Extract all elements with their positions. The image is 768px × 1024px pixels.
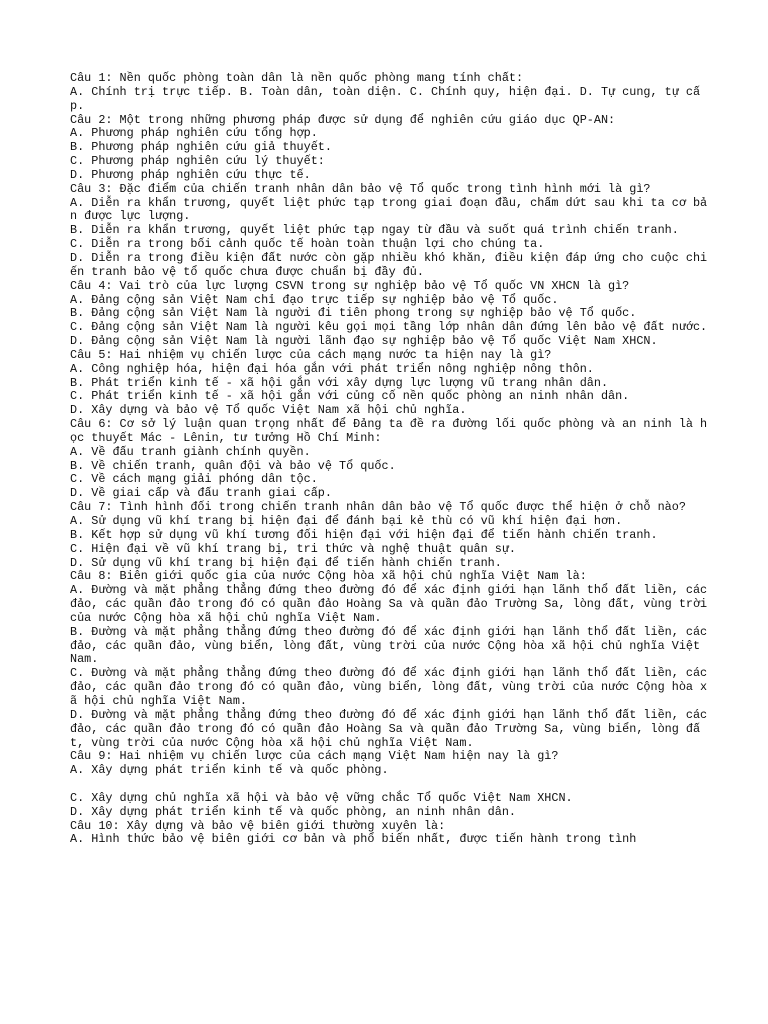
text-line: B. Phát triển kinh tế - xã hội gắn với xây dựng lực lượng vũ trang nhân dân.: [70, 375, 609, 390]
text-line: C. Về cách mạng giải phóng dân tộc.: [70, 472, 318, 487]
text-line: B. Phương pháp nghiên cứu giả thuyết.: [70, 140, 332, 155]
text-line: Câu 6: Cơ sở lý luận quan trọng nhất để Đảng ta đề ra đường lối quốc phòng và an ninh là học thuyết Mác - Lênin, tư tưởng Hồ Chí Minh:: [70, 417, 708, 445]
text-line: C. Diễn ra trong bối cảnh quốc tế hoàn toàn thuận lợi cho chúng ta.: [70, 237, 545, 252]
text-line: Câu 1: Nền quốc phòng toàn dân là nền quốc phòng mang tính chất:: [70, 71, 524, 85]
text-line: A. Diễn ra khẩn trương, quyết liệt phức tạp trong giai đoạn đầu, chấm dứt sau khi ta cơ bản được lực lượng.: [70, 195, 708, 224]
text-line: Câu 4: Vai trò của lực lượng CSVN trong sự nghiệp bảo vệ Tổ quốc VN XHCN là gì?: [70, 278, 630, 293]
text-line: B. Diễn ra khẩn trương, quyết liệt phức tạp ngay từ đầu và suốt quá trình chiến tranh.: [70, 223, 679, 238]
text-line: C. Phương pháp nghiên cứu lý thuyết:: [70, 154, 325, 169]
text-line: D. Sử dụng vũ khí trang bị hiện đại để tiến hành chiến tranh.: [70, 555, 502, 570]
text-line: Câu 8: Biên giới quốc gia của nước Cộng hòa xã hội chủ nghĩa Việt Nam là:: [70, 569, 587, 584]
text-line: [70, 778, 710, 792]
text-line: D. Phương pháp nghiên cứu thực tế.: [70, 167, 311, 182]
text-line: A. Về đấu tranh giành chính quyền.: [70, 444, 311, 459]
text-line: A. Phương pháp nghiên cứu tổng hợp.: [70, 126, 318, 141]
text-line: B. Đường và mặt phẳng thẳng đứng theo đường đó để xác định giới hạn lãnh thổ đất liền, các đảo, các quần đảo, vùng biển, lòng đất, vùng trời của nước Cộng hòa xã hội chủ nghĩa Việt Nam.: [70, 624, 715, 667]
text-line: Câu 10: Xây dựng và bảo vệ biên giới thường xuyên là:: [70, 818, 446, 833]
text-line: A. Đảng cộng sản Việt Nam chỉ đạo trực tiếp sự nghiệp bảo vệ Tổ quốc.: [70, 292, 559, 307]
text-line: B. Về chiến tranh, quân đội và bảo vệ Tổ quốc.: [70, 458, 396, 473]
text-line: A. Xây dựng phát triển kinh tế và quốc phòng.: [70, 763, 389, 778]
text-line: B. Kết hợp sử dụng vũ khí tương đối hiện đại với hiện đại để tiến hành chiến tranh.: [70, 527, 658, 542]
text-line: Câu 9: Hai nhiệm vụ chiến lược của cách mạng Việt Nam hiện nay là gì?: [70, 749, 559, 764]
text-line: D. Đường và mặt phẳng thẳng đứng theo đường đó để xác định giới hạn lãnh thổ đất liền, các đảo, các quần đảo trong đó có quần đảo Hoàng Sa và quần đảo Trường Sa, vùng biển, lòng đất, vùng trời của nước Cộng hòa xã hội chủ nghĩa Việt Nam.: [70, 707, 715, 750]
text-line: B. Đảng cộng sản Việt Nam là người đi tiên phong trong sự nghiệp bảo vệ Tổ quốc.: [70, 306, 637, 321]
text-line: C. Đảng cộng sản Việt Nam là người kêu gọi mọi tầng lớp nhân dân đứng lên bảo vệ đất nước.: [70, 320, 708, 335]
text-line: D. Diễn ra trong điều kiện đất nước còn gặp nhiều khó khăn, điều kiện đáp ứng cho cuộc chiến tranh bảo vệ tổ quốc chưa được chuẩn bị đầy đủ.: [70, 250, 708, 279]
text-line: A. Đường và mặt phẳng thẳng đứng theo đường đó để xác định giới hạn lãnh thổ đất liền, các đảo, các quần đảo trong đó có quần đảo Hoàng Sa và quần đảo Trường Sa, lòng đất, vùng trời của nước Cộng hòa xã hội chủ nghĩa Việt Nam.: [70, 583, 715, 625]
text-line: D. Đảng cộng sản Việt Nam là người lãnh đạo sự nghiệp bảo vệ Tổ quốc Việt Nam XHCN.: [70, 334, 658, 349]
text-line: D. Xây dựng phát triển kinh tế và quốc phòng, an ninh nhân dân.: [70, 804, 516, 819]
text-line: C. Phát triển kinh tế - xã hội gắn với củng cố nền quốc phòng an ninh nhân dân.: [70, 389, 630, 404]
text-line: Câu 3: Đặc điểm của chiến tranh nhân dân bảo vệ Tổ quốc trong tình hình mới là gì?: [70, 181, 651, 196]
text-line: D. Về giai cấp và đấu tranh giai cấp.: [70, 486, 332, 501]
text-line: Câu 2: Một trong những phương pháp được sử dụng để nghiên cứu giáo dục QP-AN:: [70, 112, 616, 127]
text-line: A. Hình thức bảo vệ biên giới cơ bản và phổ biến nhất, được tiến hành trong tình: [70, 832, 637, 847]
text-line: A. Chính trị trực tiếp. B. Toàn dân, toàn diện. C. Chính quy, hiện đại. D. Tự cung, tự cấp.: [70, 84, 701, 113]
text-line: A. Công nghiệp hóa, hiện đại hóa gắn với phát triển nông nghiệp nông thôn.: [70, 361, 594, 376]
text-line: C. Đường và mặt phẳng thẳng đứng theo đường đó để xác định giới hạn lãnh thổ đất liền, các đảo, các quần đảo trong đó có quần đảo, vùng biển, lòng đất, vùng trời của nước Cộng hòa xã hội chủ nghĩa Việt Nam.: [70, 666, 715, 708]
text-line: Câu 7: Tình hình đối trong chiến tranh nhân dân bảo vệ Tổ quốc được thể hiện ở chỗ nào?: [70, 500, 686, 515]
text-line: A. Sử dụng vũ khí trang bị hiện đại để đánh bại kẻ thù có vũ khí hiện đại hơn.: [70, 514, 623, 528]
text-line: C. Hiện đại về vũ khí trang bị, tri thức và nghệ thuật quân sự.: [70, 541, 516, 556]
text-line: D. Xây dựng và bảo vệ Tổ quốc Việt Nam xã hội chủ nghĩa.: [70, 403, 467, 418]
text-line: Câu 5: Hai nhiệm vụ chiến lược của cách mạng nước ta hiện nay là gì?: [70, 347, 552, 362]
text-line: C. Xây dựng chủ nghĩa xã hội và bảo vệ vững chắc Tổ quốc Việt Nam XHCN.: [70, 790, 573, 805]
document-body: [70, 71, 715, 847]
